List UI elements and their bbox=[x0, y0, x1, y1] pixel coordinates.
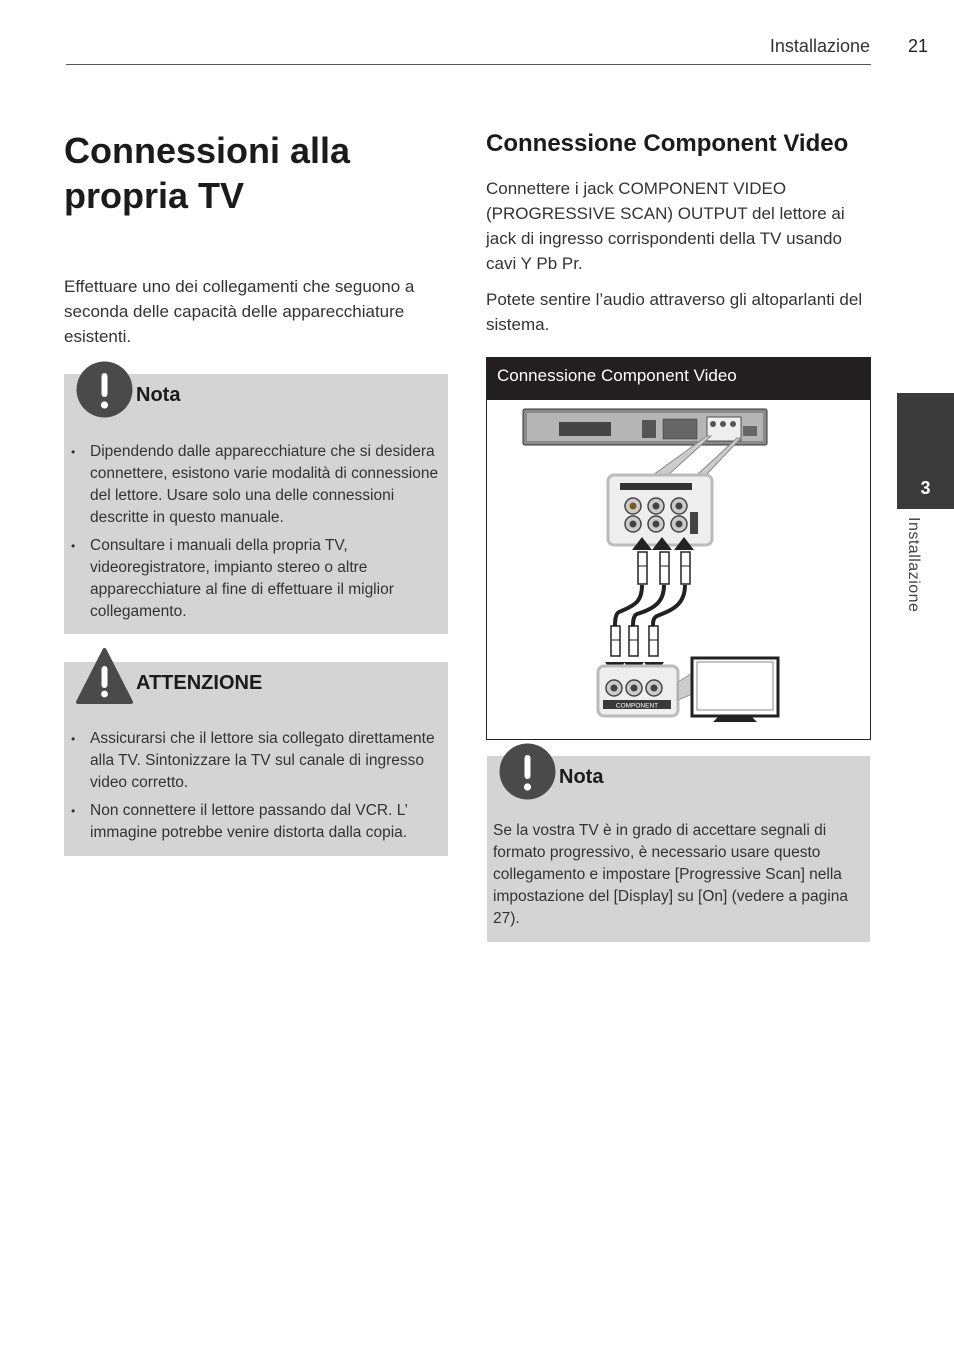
tv-port-label: COMPONENT bbox=[615, 702, 659, 710]
chapter-tab bbox=[897, 393, 954, 509]
section-paragraph-1: Connettere i jack COMPONENT VIDEO (PROGRESSIVE SCAN) OUTPUT del lettore ai jack di ingresso corrispondenti della TV usando cavi Y Pb Pr. bbox=[486, 179, 845, 273]
cable-plugs-lower bbox=[611, 626, 658, 656]
figure-title-bar bbox=[487, 358, 870, 400]
header-rule bbox=[66, 64, 871, 65]
running-header-section: Installazione bbox=[769, 36, 870, 56]
list-item: • Non connettere il lettore passando dal VCR. L’ immagine potrebbe venire distorta dalla copia. bbox=[68, 800, 446, 844]
component-output-jacks bbox=[608, 475, 712, 545]
caution-list bbox=[68, 728, 446, 850]
connection-diagram bbox=[487, 400, 870, 739]
note-box-2 bbox=[487, 756, 870, 942]
tv-icon bbox=[692, 658, 778, 722]
intro-paragraph: Effettuare uno dei collegamenti che seguono a seconda delle capacità delle apparecchiature esistenti. bbox=[64, 277, 415, 346]
figure-title: Connessione Component Video bbox=[497, 366, 737, 385]
exclamation-circle-icon bbox=[499, 743, 556, 800]
player-unit-rear-panel bbox=[523, 409, 767, 445]
note-list bbox=[68, 441, 442, 629]
note-title: Nota bbox=[136, 384, 181, 406]
page-title: Connessioni alla propria TV bbox=[64, 130, 351, 216]
warning-triangle-icon bbox=[76, 648, 133, 705]
list-item: • Consultare i manuali della propria TV, videoregistratore, impianto stereo o altre apparecchiature al fine di effettuare il miglior collegamento. bbox=[68, 535, 442, 623]
chapter-label: Installazione bbox=[905, 517, 922, 613]
section-paragraph-2: Potete sentire l’audio attraverso gli altoparlanti del sistema. bbox=[486, 290, 863, 334]
section-heading: Connessione Component Video bbox=[486, 130, 849, 157]
exclamation-circle-icon bbox=[76, 361, 133, 418]
list-item: • Dipendendo dalle apparecchiature che si desidera connettere, esistono varie modalità di connessione del lettore. Usare solo una delle connessioni descritte in questo manuale. bbox=[68, 441, 442, 529]
chapter-number: 3 bbox=[920, 478, 931, 498]
note-text: Se la vostra TV è in grado di accettare segnali di formato progressivo, è necessario usare questo collegamento e impostare [Progressive Scan] nella impostazione del [Display] su [On] (vedere a pagina 27). bbox=[493, 822, 848, 927]
list-item: • Assicurarsi che il lettore sia collegato direttamente alla TV. Sintonizzare la TV sul canale di ingresso video corretto. bbox=[68, 728, 446, 794]
caution-title: ATTENZIONE bbox=[136, 672, 263, 694]
page-number: 21 bbox=[908, 36, 929, 56]
cable-plugs-upper bbox=[638, 552, 690, 584]
note-title: Nota bbox=[559, 766, 604, 788]
tv-component-input-jacks bbox=[598, 666, 678, 716]
connection-figure bbox=[486, 357, 871, 740]
note-box bbox=[64, 374, 448, 634]
caution-box bbox=[64, 662, 448, 856]
